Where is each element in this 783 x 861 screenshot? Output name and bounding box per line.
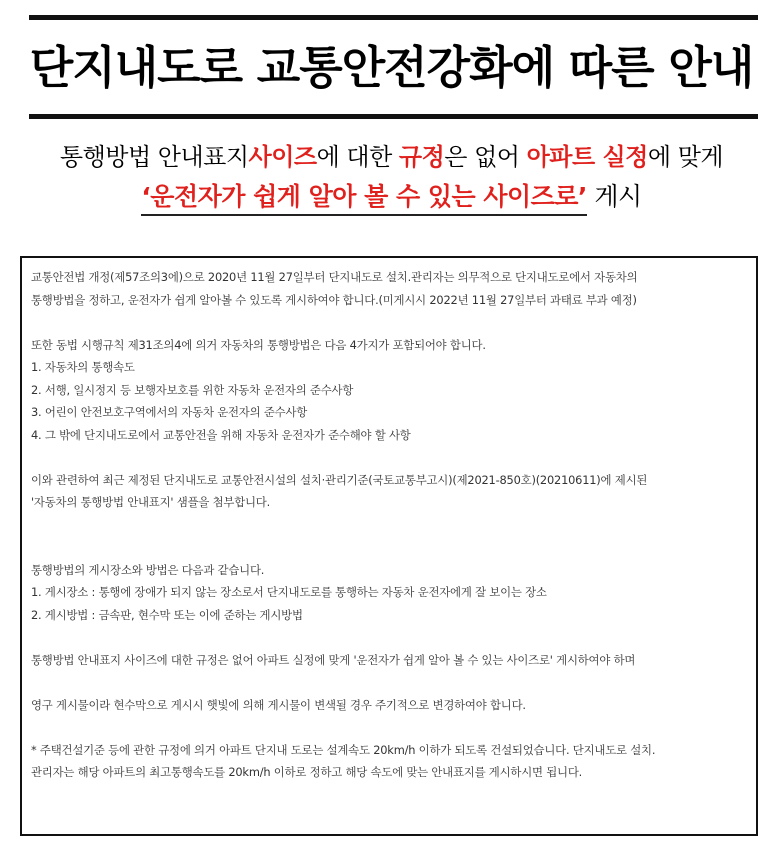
notice-line: '자동차의 통행방법 안내표지' 샘플을 첨부합니다.: [31, 495, 271, 509]
notice-blank-line: [31, 626, 746, 649]
notice-line: 영구 게시물이라 현수막으로 게시시 햇빛에 의해 게시물이 변색될 경우 주기적으로 변경하여야 합니다.: [31, 697, 526, 712]
subtitle-highlight-apartment: 아파트 실정: [526, 143, 648, 171]
notice-box: [20, 256, 758, 836]
subtitle-text: 은 없어: [444, 143, 527, 171]
subtitle-highlight-rule: 규정: [398, 143, 445, 171]
notice-line: 통행방법의 게시장소와 방법은 다음과 같습니다.: [31, 562, 265, 577]
notice-line: 1. 게시장소 : 통행에 장애가 되지 않는 장소로서 단지내도로를 통행하는 자동차 운전자에게 잘 보이는 장소: [31, 585, 547, 599]
bottom-rule: [29, 114, 758, 119]
page-title: 단지내도로 교통안전강화에 따른 안내: [29, 41, 754, 94]
notice-line: 통행방법 안내표지 사이즈에 대한 규정은 없어 아파트 실정에 맞게 '운전자가 쉽게 알아 볼 수 있는 사이즈로' 게시하여야 하며: [31, 652, 636, 667]
notice-line: 관리자는 해당 아파트의 최고통행속도를 20km/h 이하로 정하고 해당 속도에 맞는 안내표지를 게시하시면 됩니다.: [31, 765, 583, 779]
subtitle-line-1: [0, 141, 783, 173]
notice-blank-line: [31, 536, 746, 559]
notice-line: 3. 어린이 안전보호구역에서의 자동차 운전자의 준수사항: [31, 405, 308, 419]
top-rule: [29, 15, 758, 20]
subtitle-text: 통행방법 안내표지: [59, 143, 249, 171]
subtitle-text: 에 대한: [316, 143, 399, 171]
notice-blank-line: [31, 514, 746, 537]
notice-line: 1. 자동차의 통행속도: [31, 360, 135, 374]
notice-line: 2. 게시방법 : 금속판, 현수막 또는 이에 준하는 게시방법: [31, 607, 303, 622]
notice-line: 또한 동법 시행규칙 제31조의4에 의거 자동차의 통행방법은 다음 4가지가 포함되어야 합니다.: [31, 337, 486, 352]
subtitle-line-2: [0, 180, 783, 214]
notice-line: * 주택건설기준 등에 관한 규정에 의거 아파트 단지내 도로는 설계속도 20km/h 이하가 되도록 건설되었습니다. 단지내도로 설치.: [31, 742, 656, 757]
notice-blank-line: [31, 446, 746, 469]
subtitle-text: 에 맞게: [647, 143, 724, 171]
subtitle-quote: ‘운전자가 쉽게 알아 볼 수 있는 사이즈로’: [141, 182, 587, 216]
subtitle-highlight-size: 사이즈: [248, 143, 317, 171]
notice-line: 2. 서행, 일시정지 등 보행자보호를 위한 자동차 운전자의 준수사항: [31, 382, 354, 397]
notice-line: 통행방법을 정하고, 운전자가 쉽게 알아볼 수 있도록 게시하여야 합니다.(미게시시 2022년 11월 27일부터 과태료 부과 예정): [31, 292, 637, 307]
notice-blank-line: [31, 311, 746, 334]
notice-line: 이와 관련하여 최근 제정된 단지내도로 교통안전시설의 설치·관리기준(국토교통부고시)(제2021-850호)(20210611)에 제시된: [31, 472, 648, 487]
notice-blank-line: [31, 671, 746, 694]
notice-line: 교통안전법 개정(제57조의3에)으로 2020년 11월 27일부터 단지내도로 설치.관리자는 의무적으로 단지내도로에서 자동차의: [31, 270, 638, 284]
subtitle-suffix: 게시: [586, 182, 642, 211]
notice-line: 4. 그 밖에 단지내도로에서 교통안전을 위해 자동차 운전자가 준수해야 할 사항: [31, 427, 411, 442]
notice-blank-line: [31, 716, 746, 739]
